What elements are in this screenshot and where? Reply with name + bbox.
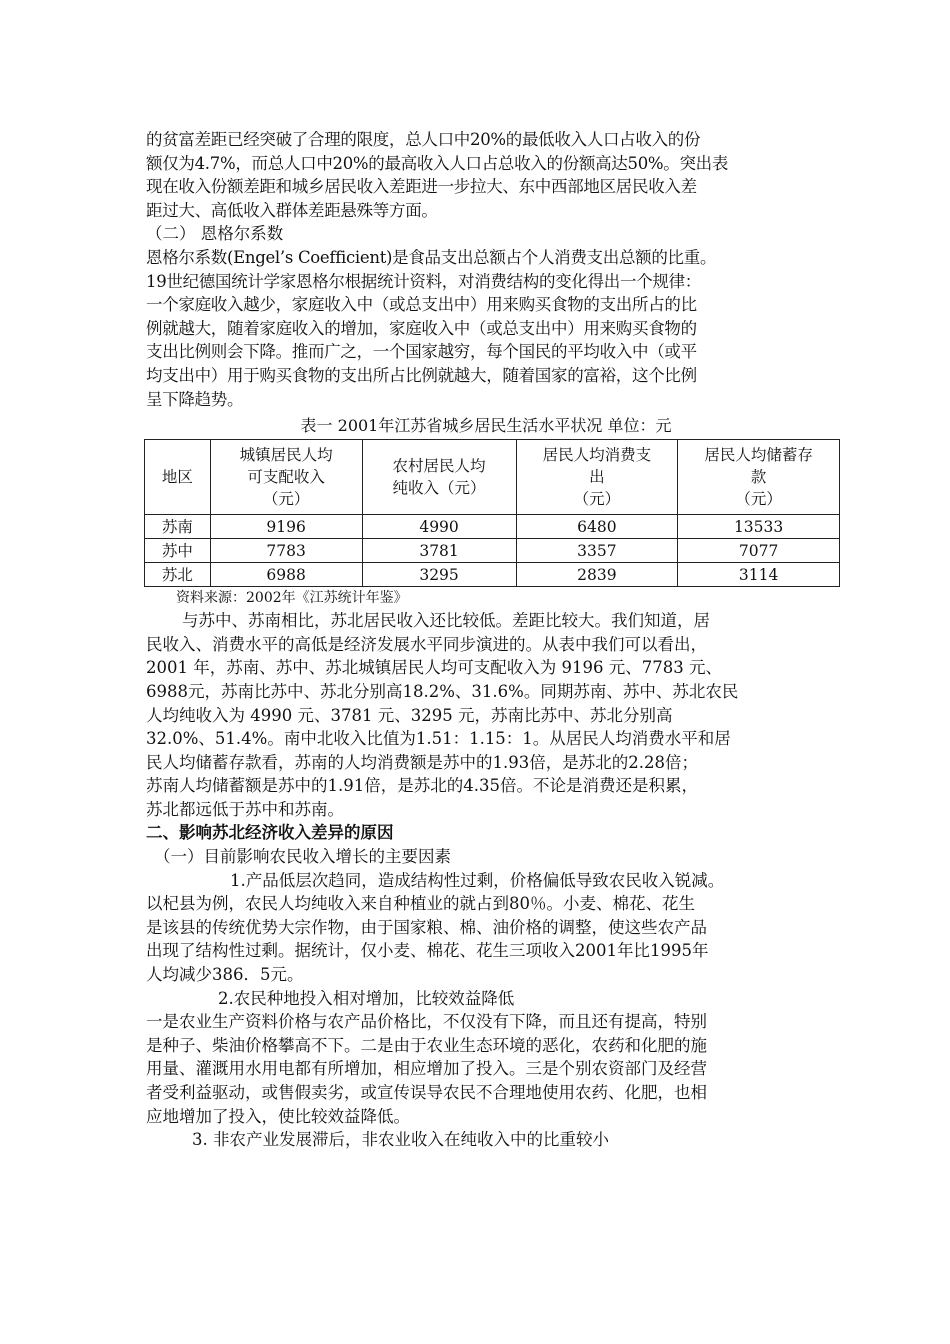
header-text: （元）: [573, 490, 621, 509]
text-line: 苏北都远低于苏中和苏南。: [146, 799, 344, 819]
text-line: 额仅为4.7%，而总人口中20%的最高收入人口占总收入的份额高达50%。突出表: [146, 153, 729, 173]
table-cell: 苏南: [145, 515, 211, 539]
table-cell: 3114: [678, 563, 840, 587]
table-header-row: [145, 440, 840, 515]
text-line: 民收入、消费水平的高低是经济发展水平同步演进的。从表中我们可以看出，: [146, 634, 707, 654]
table-cell: 9196: [210, 515, 362, 539]
text-line: 与苏中、苏南相比，苏北居民收入还比较低。差距比较大。我们知道，居: [182, 611, 710, 631]
header-text: 地区: [161, 468, 193, 487]
heading-engel-coefficient: （二） 恩格尔系数: [146, 224, 284, 244]
table-cell: 7077: [678, 539, 840, 563]
text-line: 人均纯收入为 4990 元、3781 元、3295 元，苏南比苏中、苏北分别高: [146, 705, 673, 725]
text-line: 用量、灌溉用水用电都有所增加，相应增加了投入。三是个别农资部门及经营: [146, 1059, 707, 1079]
header-text: 纯收入（元）: [392, 479, 486, 498]
text-line: 是种子、柴油价格攀高不下。二是由于农业生态环境的恶化，农药和化肥的施: [146, 1035, 707, 1055]
text-line: 者受利益驱动，或售假卖劣，或宣传误导农民不合理地使用农药、化肥，也相: [146, 1083, 707, 1102]
document-body: [146, 128, 826, 1152]
paragraph-engel: [146, 246, 826, 411]
header-cell-savings: [678, 440, 840, 515]
subsection-heading: （一）目前影响农民收入增长的主要因素: [154, 847, 451, 867]
text-line: 以杞县为例，农民人均纯收入来自种植业的就占到80％。小麦、棉花、花生: [146, 894, 695, 914]
text-line: 是该县的传统优势大宗作物，由于国家粮、棉、油价格的调整，使这些农产品: [146, 917, 707, 937]
paragraph-item2: [146, 1010, 826, 1128]
paragraph-comparison: [146, 609, 826, 821]
item-title: 3. 非农产业发展滞后，非农业收入在纯收入中的比重较小: [192, 1130, 609, 1150]
text-line: 6988元，苏南比苏中、苏北分别高18.2%、31.6%。同期苏南、苏中、苏北农民: [146, 681, 739, 701]
table-cell: 苏北: [145, 563, 211, 587]
text-line: 人均减少386．5元。: [146, 965, 304, 985]
header-text: （元）: [262, 490, 310, 509]
text-line: 的贫富差距已经突破了合理的限度，总人口中20%的最低收入人口占收入的份: [146, 130, 701, 149]
text-line: 支出比例则会下降。推而广之，一个国家越穷，每个国民的平均收入中（或平: [146, 342, 697, 362]
header-text: （元）: [735, 490, 782, 509]
item-title: 2.农民种地投入相对增加，比较效益降低: [218, 988, 515, 1008]
text-line: 均支出中）用于购买食物的支出所占比例就越大，随着国家的富裕，这个比例: [146, 365, 697, 385]
table-cell: 3781: [362, 539, 516, 563]
table-cell: 苏中: [145, 539, 211, 563]
header-cell-rural-income: [362, 440, 516, 515]
table-row: [145, 539, 840, 563]
table-cell: 3295: [362, 563, 516, 587]
table-cell: 7783: [210, 539, 362, 563]
text-line: 应地增加了投入，使比较效益降低。: [146, 1106, 410, 1126]
text-line: 一个家庭收入越少，家庭收入中（或总支出中）用来购买食物的支出所占的比: [146, 295, 697, 315]
text-line: 一是农业生产资料价格与农产品价格比，不仅没有下降，而且还有提高，特别: [146, 1012, 707, 1032]
header-text: 出: [589, 468, 605, 487]
paragraph-inequality: [146, 128, 826, 222]
header-text: 城镇居民人均: [239, 446, 333, 465]
header-text: 农村居民人均: [392, 457, 486, 476]
text-line: 出现了结构性过剩。据统计，仅小麦、棉花、花生三项收入2001年比1995年: [146, 941, 709, 961]
table-cell: 6988: [210, 563, 362, 587]
text-line: 19世纪德国统计学家恩格尔根据统计资料，对消费结构的变化得出一个规律：: [146, 271, 701, 291]
table-caption: 表一 2001年江苏省城乡居民生活水平状况 单位：元: [300, 416, 672, 436]
header-text: 款: [750, 468, 767, 487]
header-text: 居民人均储蓄存: [704, 446, 813, 465]
section-heading: 二、影响苏北经济收入差异的原因: [146, 823, 394, 843]
text-line: 民人均储蓄存款看，苏南的人均消费额是苏中的1.93倍，是苏北的2.28倍；: [146, 752, 698, 772]
table-cell: 6480: [516, 515, 678, 539]
header-text: 可支配收入: [247, 468, 325, 487]
table-row: [145, 563, 840, 587]
item-title: 1.产品低层次趋同，造成结构性过剩，价格偏低导致农民收入锐减。: [230, 870, 725, 890]
header-cell-region: [145, 440, 211, 515]
living-standard-table: [144, 439, 840, 587]
table-cell: 2839: [516, 563, 678, 587]
paragraph-item1: [146, 892, 826, 986]
text-line: 呈下降趋势。: [146, 389, 244, 409]
table-cell: 13533: [678, 515, 840, 539]
header-text: 居民人均消费支: [542, 446, 652, 465]
header-cell-urban-income: [210, 440, 362, 515]
text-line: 现在收入份额差距和城乡居民收入差距进一步拉大、东中西部地区居民收入差: [146, 177, 697, 197]
table-row: [145, 515, 840, 539]
table-cell: 4990: [362, 515, 516, 539]
text-line: 32.0%、51.4%。南中北收入比值为1.51：1.15：1。从居民人均消费水平和居: [146, 729, 731, 749]
header-cell-consumption: [516, 440, 678, 515]
text-line: 2001 年，苏南、苏中、苏北城镇居民人均可支配收入为 9196 元、7783 元、: [146, 658, 722, 678]
text-line: 苏南人均储蓄额是苏中的1.91倍，是苏北的4.35倍。不论是消费还是积累，: [146, 776, 698, 796]
text-line: 例就越大，随着家庭收入的增加，家庭收入中（或总支出中）用来购买食物的: [146, 318, 697, 338]
table-cell: 3357: [516, 539, 678, 563]
text-line: 恩格尔系数(Engel’s Coefficient)是食品支出总额占个人消费支出总额的比重。: [146, 247, 717, 267]
table-source-note: 资料来源：2002年《江苏统计年鉴》: [176, 590, 408, 607]
text-line: 距过大、高低收入群体差距悬殊等方面。: [146, 200, 438, 220]
